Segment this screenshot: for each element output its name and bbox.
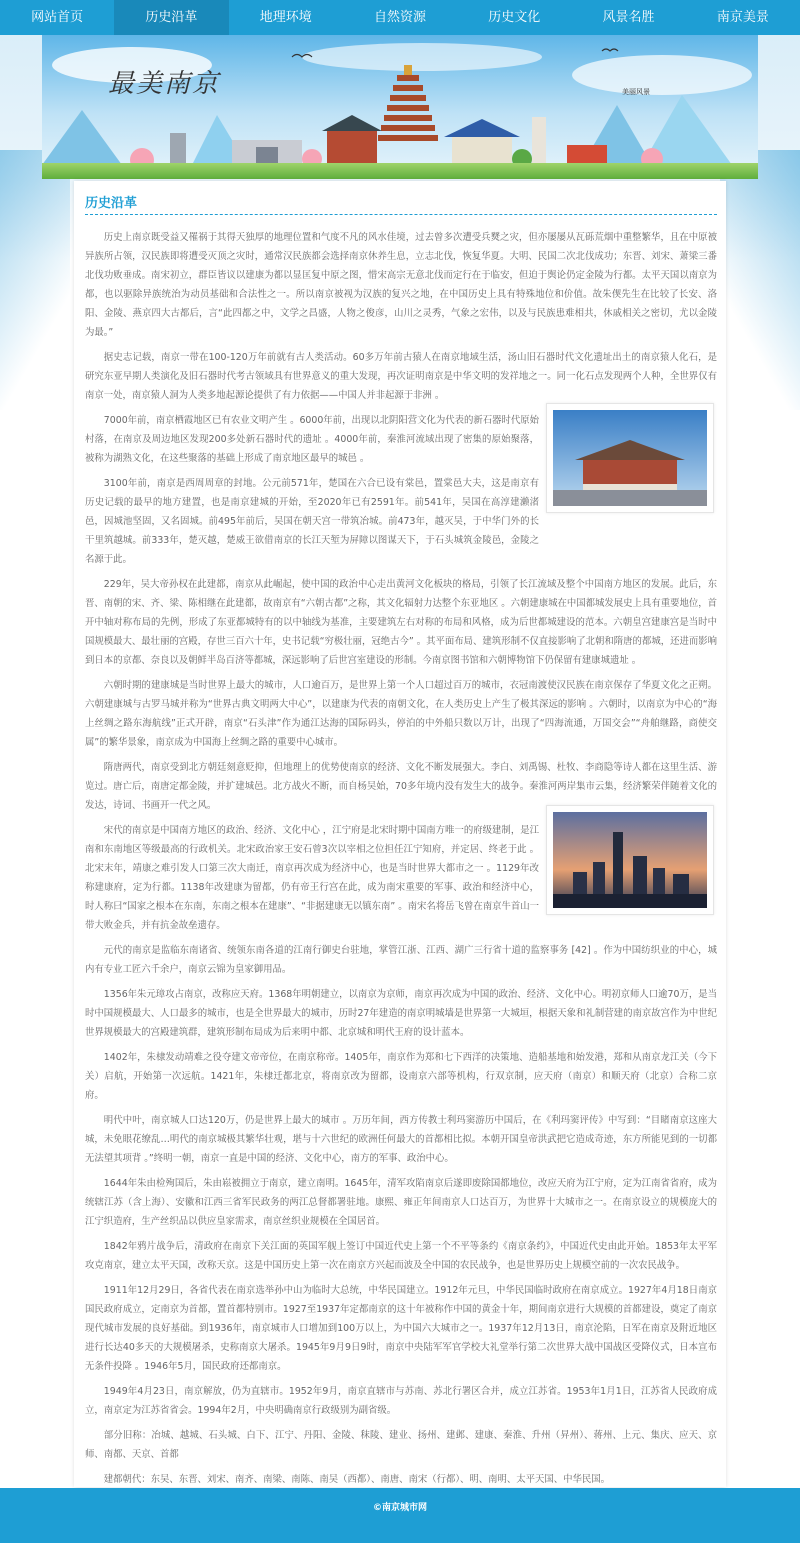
nav-item-gallery[interactable]: 南京美景 — [716, 10, 769, 25]
paragraph: 1644年朱由检殉国后，朱由崧被拥立于南京，建立南明。1645年，清军攻陷南京后遂即废除国都地位，改应天府为江宁府，定为江南省省府，成为统辖江苏（含上海）、安徽和江西三省军民政务的两江总督都署驻地。康熙、雍正年间南京人口达百万，为世界十大城市之一。在南京设立的规模庞大的江宁织造府，生产丝织品以供应皇家需求，南京丝织业规模在全国居首。 — [85, 1178, 717, 1227]
footer — [0, 1488, 800, 1543]
banner-title: 最美南京 — [108, 69, 221, 99]
left-brush-decoration — [0, 150, 70, 410]
copyright-text: ©南京城市网 — [372, 1503, 427, 1513]
paragraph: 1402年，朱棣发动靖难之役夺建文帝帝位，在南京称帝。1405年，南京作为郑和七下西洋的决策地、造船基地和始发港，郑和从南京龙江关（今下关）启航，开始第一次远航。1421年，朱棣迁都北京，将南京改为留都，设南京六部等机构，行双京制，应天府（南京）和顺天府（北京）合称二京府。 — [85, 1052, 717, 1101]
header-banner — [42, 35, 758, 179]
paragraph: 宋代的南京是中国南方地区的政治、经济、文化中心 ，江宁府是北宋时期中国南方唯一的府级建制，是江南和东南地区等级最高的行政机关。北宋政治家王安石曾3次以宰相之位担任江宁知府，并定居、终老于此 。北宋末年，靖康之难引发人口第三次大南迁，南京再次成为经济中心，也是当时世界大都市之一 。1129年改称建康府，定为行都。1138年改建康为留都，仍有帝王行宫在此，成为南宋重要的军事、政治和经济中心，时人称曰“国家之根本在东南，东南之根本在建康”、“非据建康无以镇东南” 。南宋名将岳飞曾在南京牛首山一带大败金兵，并有抗金故垒遗存。 — [85, 825, 539, 931]
content-card — [74, 181, 726, 1487]
paragraph: 部分旧称：冶城、越城、石头城、白下、江宁、丹阳、金陵、秣陵、建业、扬州、建邺、建康、秦淮、升州（昇州）、蒋州、上元、集庆、应天、京师、南都、天京、首都 — [85, 1430, 717, 1460]
paragraph: 元代的南京是监临东南诸省、统领东南各道的江南行御史台驻地，掌管江浙、江西、湖广三行省十道的监察事务 [42] 。作为中国纺织业的中心，城内有专业工匠六千余户，南京云锦为皇家御用品。 — [85, 945, 717, 975]
paragraph: 1356年朱元璋攻占南京，改称应天府。1368年明朝建立，以南京为京师，南京再次成为中国的政治、经济、文化中心。明初京师人口逾70万，是当时中国规模最大、人口最多的城市，也是全世界最大的城市，历时27年建造的南京明城墙是世界第一大城垣，根据天象和礼制营建的南京故宫作为中世纪世界规模最大的宫殿建筑群，建筑形制布局成为后来明中都、北京城和明代王府的设计蓝本。 — [85, 989, 717, 1038]
paragraph: 3100年前，南京是西周周章的封地。公元前571年，楚国在六合已设有棠邑，置棠邑大夫，这是南京有历史记载的最早的地方建置，也是南京建城的开始，至2020年已有2591年。前541年，吴国在高淳建濑渚邑，因城池坚固，又名固城。前495年前后，吴国在朝天宫一带筑冶城。前473年，越灭吴，于中华门外的长干里筑越城。前333年，楚灭越，楚威王欲借南京的长江天堑为屏障以图谋天下，于石头城筑金陵邑，金陵之名源于此。 — [85, 478, 539, 565]
nav-item-culture[interactable]: 历史文化 — [488, 10, 541, 25]
paragraph: 7000年前，南京栖霞地区已有农业文明产生 。6000年前，出现以北阴阳营文化为代表的新石器时代原始村落，在南京及周边地区发现200多处新石器时代的遗址 。4000年前，秦淮河流域出现了密集的原始聚落，被称为湖熟文化，在这些聚落的基础上形成了南京地区最早的城邑 。 — [85, 415, 539, 464]
banner-stamp: 美丽风景 — [622, 88, 650, 96]
paragraph: 六朝时期的建康城是当时世界上最大的城市，人口逾百万，是世界上第一个人口超过百万的城市，衣冠南渡使汉民族在南京保存了华夏文化之正朔。六朝建康城与古罗马城并称为“世界古典文明两大中心”，以建康为代表的南朝文化，在人类历史上产生了极其深远的影响 。六朝时，以南京为中心的“海上丝绸之路东海航线”正式开辟，南京“石头津”作为通江达海的国际码头，停泊的中外船只数以万计，出现了“四海流通，万国交会”“舟舶继路，商使交属”的繁华景象，南京成为中国海上丝绸之路的重要中心城市。 — [85, 680, 717, 748]
section-divider — [85, 214, 717, 215]
nav-item-history[interactable]: 历史沿革 — [114, 0, 228, 35]
paragraph: 1842年鸦片战争后，清政府在南京下关江面的英国军舰上签订中国近代史上第一个不平等条约《南京条约》，中国近代史由此开始。1853年太平军攻克南京，建立太平天国，改称天京。这是中国历史上第一次在南京方兴起而波及全中国的农民战争，也是世界历史上规模空前的一次农民战争。 — [85, 1241, 717, 1271]
article-body — [85, 228, 717, 1495]
right-brush-decoration — [720, 150, 800, 410]
paragraph: 历史上南京既受益又罹祸于其得天独厚的地理位置和气度不凡的风水佳境，过去曾多次遭受兵燹之灾，但亦屡屡从瓦砾荒烟中重整繁华，且在中原被异族所占领，汉民族即将遭受灭顶之灾时，通常汉民族都会选择南京休养生息，立志北伐，恢复华夏。大明、民国二次北伐成功；东晋、刘宋、萧梁三番北伐功败垂成。南宋初立，群臣皆议以建康为都以显匡复中原之图，惜宋高宗无意北伐而定行在于临安，但迫于舆论仍定金陵为行都。太平天国以南京为都，也以驱除异族统治为动员基础和合法性之一。所以南京被视为汉族的复兴之地，在中国历史上具有特殊地位和价值。故朱偰先生在比较了长安、洛阳、金陵、燕京四大古都后，言“此四都之中，文学之昌盛，人物之俊彦，山川之灵秀，气象之宏伟，以及与民族患难相共，休戚相关之密切，尤以金陵为最。” — [85, 232, 717, 338]
paragraph: 建都朝代：东吴、东晋、刘宋、南齐、南梁、南陈、南吴（西都）、南唐、南宋（行都）、明、南明、太平天国、中华民国。 — [103, 1474, 611, 1485]
main-nav — [0, 0, 800, 35]
section-title: 历史沿革 — [85, 196, 138, 211]
paragraph: 据史志记载，南京一带在100-120万年前就有古人类活动。60多万年前古猿人在南京地域生活，汤山旧石器时代文化遗址出土的南京猿人化石，是研究东亚早期人类演化及旧石器时代考古领域具有世界意义的重大发现，再次证明南京是中华文明的发祥地之一。同一化石点发现两个人种，全世界仅有南京一处，南京猿人洞为人类多地起源论提供了有力依据——中国人并非起源于非洲 。 — [85, 352, 717, 401]
nav-item-resources[interactable]: 自然资源 — [373, 10, 426, 25]
paragraph: 229年，吴大帝孙权在此建都，南京从此崛起，使中国的政治中心走出黄河文化板块的格局，引领了长江流域及整个中国南方地区的发展。此后，东晋、南朝的宋、齐、梁、陈相继在此建都，故南京有“六朝古都”之称，其文化辐射力达整个东亚地区 。六朝建康城在中国都城发展史上具有重要地位，首开中轴对称布局的先例，形成了东亚都城特有的以中轴线为基准，主要建筑左右对称的布局和风格，成为后世都城建设的范本。六朝皇宫建康宫是当时中国规模最大、最壮丽的宫殿，存世三百六十年，史书记载“穷极壮丽，冠绝古今” 。其平面布局、建筑形制不仅直接影响了北朝和隋唐的都城，还进而影响到日本的京都、奈良以及朝鲜半岛百济等都城，深远影响了后世宫室建设的形制。今南京图书馆和六朝博物馆下仍保留有建康城遗址 。 — [85, 579, 717, 666]
paragraph: 隋唐两代，南京受到北方朝廷刻意贬抑，但地理上的优势使南京的经济、文化不断发展强大。李白、刘禹锡、杜牧、李商隐等诗人都在这里生活、游览过。唐亡后，南唐定都金陵，并扩建城邑。北方战火不断，而自杨吴始，70多年境内没有发生大的战争。秦淮河两岸集市云集，经济繁荣伴随着文化的发达，诗词、书画开一代之风。 — [85, 762, 717, 811]
nav-item-scenery[interactable]: 风景名胜 — [602, 10, 655, 25]
paragraph: 明代中叶，南京城人口达120万，仍是世界上最大的城市 。万历年间，西方传教士利玛窦游历中国后，在《利玛窦评传》中写到：“目睹南京这座大城，未免眼花缭乱…明代的南京城极其繁华壮观，堪与十六世纪的欧洲任何最大的首都相比拟。本朝开国皇帝洪武把它造成奇迹，东方所能见到的一切都无法望其项背 。”终明一朝，南京一直是中国的经济、文化中心，南方的军事、政治中心。 — [85, 1115, 717, 1164]
nanjing-landmarks-illustration-icon — [42, 35, 758, 179]
nav-item-geography[interactable]: 地理环境 — [259, 10, 312, 25]
nav-item-home[interactable]: 网站首页 — [31, 10, 84, 25]
paragraph: 1949年4月23日，南京解放，仍为直辖市。1952年9月，南京直辖市与苏南、苏北行署区合并，成立江苏省。1953年1月1日，江苏省人民政府成立，南京定为江苏省省会。1994年2月，中央明确南京行政级别为副省级。 — [85, 1386, 717, 1416]
paragraph: 1911年12月29日，各省代表在南京选举孙中山为临时大总统，中华民国建立。1912年元旦，中华民国临时政府在南京成立。1927年4月18日南京国民政府成立，定南京为首都，置首都特别市。1927至1937年定都南京的这十年被称作中国的黄金十年，期间南京进行大规模的首都建设，奠定了南京现代城市发展的良好基础。到1936年，南京城市人口增加到100万以上，为中国六大城市之一。1937年12月13日，南京沦陷，日军在南京及附近地区进行长达40多天的大规模屠杀，史称南京大屠杀。1945年9月9日9时，南京中央陆军军官学校大礼堂举行第二次世界大战中国战区受降仪式，日本宣布无条件投降 。1946年5月，国民政府还都南京。 — [85, 1285, 717, 1372]
